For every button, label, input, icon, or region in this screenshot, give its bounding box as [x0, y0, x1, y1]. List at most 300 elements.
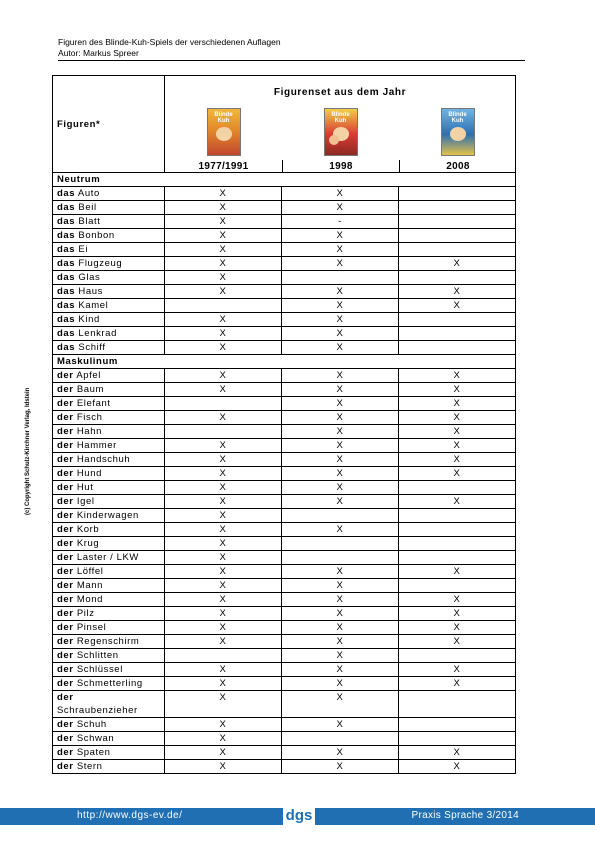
figure-name-cell — [53, 383, 165, 397]
footer-url-link[interactable]: http://www.dgs-ev.de/ — [77, 810, 183, 821]
column-label-figuren: Figuren* — [53, 76, 165, 173]
figure-name-cell — [53, 649, 165, 663]
table-row — [53, 691, 516, 718]
table-row — [53, 285, 516, 299]
mark-cell: X — [282, 565, 399, 579]
table-row — [53, 663, 516, 677]
mark-cell: X — [165, 369, 282, 383]
mark-cell: X — [165, 746, 282, 760]
noun: Regenschirm — [76, 636, 140, 647]
table-row — [53, 537, 516, 551]
article: der — [57, 370, 74, 381]
section-row — [53, 173, 516, 187]
noun: Stern — [76, 761, 103, 772]
noun: Kamel — [78, 300, 109, 311]
mark-cell: X — [282, 187, 399, 201]
article: der — [57, 510, 74, 521]
mark-cell: X — [282, 383, 399, 397]
article: das — [57, 300, 76, 311]
side-copyright-notice: (c) Copyright Schulz-Kirchner Verlag, Idstein — [25, 387, 31, 515]
table-row — [53, 607, 516, 621]
mark-cell: X — [399, 621, 516, 635]
mark-cell — [399, 313, 516, 327]
noun: Ei — [78, 244, 89, 255]
mark-cell: X — [399, 677, 516, 691]
article: der — [57, 664, 74, 675]
mark-cell: X — [399, 397, 516, 411]
mark-cell — [399, 327, 516, 341]
table-row — [53, 495, 516, 509]
mark-cell: X — [165, 187, 282, 201]
table-row — [53, 760, 516, 774]
noun: Haus — [78, 286, 103, 297]
article: das — [57, 342, 76, 353]
article: der — [57, 384, 74, 395]
mark-cell: X — [165, 537, 282, 551]
mark-cell — [399, 537, 516, 551]
mark-cell: X — [165, 383, 282, 397]
article: der — [57, 398, 74, 409]
mark-cell — [399, 551, 516, 565]
edition-column-1977 — [165, 108, 282, 172]
noun: Glas — [78, 272, 101, 283]
mark-cell: X — [282, 718, 399, 732]
mark-cell: X — [165, 215, 282, 229]
figure-name-cell — [53, 551, 165, 565]
noun: Bonbon — [78, 230, 115, 241]
figure-name-cell — [53, 621, 165, 635]
noun: Mond — [76, 594, 104, 605]
mark-cell: X — [282, 663, 399, 677]
table-row — [53, 579, 516, 593]
figure-name-cell — [53, 299, 165, 313]
figure-name-cell — [53, 537, 165, 551]
noun: Apfel — [76, 370, 101, 381]
mark-cell — [399, 215, 516, 229]
noun: Hammer — [76, 440, 117, 451]
figure-name-cell — [53, 677, 165, 691]
table-row — [53, 453, 516, 467]
mark-cell: X — [165, 257, 282, 271]
mark-cell: X — [165, 551, 282, 565]
mark-cell: X — [282, 229, 399, 243]
article: das — [57, 202, 76, 213]
figure-name-cell — [53, 229, 165, 243]
mark-cell: X — [282, 691, 399, 718]
mark-cell: X — [165, 411, 282, 425]
game-box-image-1998 — [324, 108, 358, 156]
article: der — [57, 468, 74, 479]
table-row — [53, 593, 516, 607]
mark-cell: X — [399, 439, 516, 453]
mark-cell — [399, 481, 516, 495]
mark-cell: X — [165, 579, 282, 593]
mark-cell — [399, 271, 516, 285]
article: der — [57, 608, 74, 619]
box-face-graphic — [450, 127, 466, 141]
year-label: 1977/1991 — [198, 161, 249, 172]
mark-cell — [282, 271, 399, 285]
noun: Laster / LKW — [76, 552, 139, 563]
figure-name-cell — [53, 411, 165, 425]
table-row — [53, 257, 516, 271]
mark-cell: X — [165, 229, 282, 243]
mark-cell: X — [399, 495, 516, 509]
article: der — [57, 496, 74, 507]
table-row — [53, 509, 516, 523]
article: der — [57, 552, 74, 563]
mark-cell: X — [282, 760, 399, 774]
article: der — [57, 440, 74, 451]
noun: Krug — [76, 538, 100, 549]
noun: Elefant — [76, 398, 111, 409]
noun: Spaten — [76, 747, 111, 758]
year-label: 2008 — [399, 160, 516, 172]
table-row — [53, 341, 516, 355]
article: das — [57, 328, 76, 339]
noun: Schwan — [76, 733, 115, 744]
mark-cell: X — [282, 257, 399, 271]
article: das — [57, 230, 76, 241]
noun: Schlüssel — [76, 664, 123, 675]
figure-name-cell — [53, 257, 165, 271]
mark-cell: X — [282, 467, 399, 481]
edition-header — [165, 76, 516, 173]
table-row — [53, 299, 516, 313]
mark-cell: X — [282, 621, 399, 635]
figure-name-cell — [53, 467, 165, 481]
mark-cell — [165, 397, 282, 411]
game-box-image-1977 — [207, 108, 241, 156]
figure-name-cell — [53, 718, 165, 732]
table-row — [53, 411, 516, 425]
mark-cell: X — [399, 453, 516, 467]
edition-column-2008 — [399, 108, 516, 172]
mark-cell: X — [282, 243, 399, 257]
table-header-row — [53, 76, 516, 173]
article: das — [57, 286, 76, 297]
table-row — [53, 425, 516, 439]
box-face-graphic — [216, 127, 232, 141]
table-row — [53, 732, 516, 746]
mark-cell: X — [399, 299, 516, 313]
table-row — [53, 201, 516, 215]
table-row — [53, 718, 516, 732]
mark-cell: X — [282, 607, 399, 621]
article: der — [57, 719, 74, 730]
figure-name-cell — [53, 760, 165, 774]
mark-cell: X — [399, 425, 516, 439]
table-row — [53, 327, 516, 341]
mark-cell: X — [399, 663, 516, 677]
noun: Auto — [77, 188, 100, 199]
mark-cell: X — [399, 467, 516, 481]
mark-cell: X — [282, 313, 399, 327]
figure-name-cell — [53, 691, 165, 718]
figure-name-cell — [53, 215, 165, 229]
noun: Schmetterling — [76, 678, 143, 689]
mark-cell: X — [282, 327, 399, 341]
noun: Pinsel — [76, 622, 107, 633]
mark-cell: X — [165, 495, 282, 509]
noun: Hut — [76, 482, 94, 493]
mark-cell: X — [165, 621, 282, 635]
article: der — [57, 692, 74, 703]
figure-name-cell — [53, 509, 165, 523]
mark-cell — [282, 732, 399, 746]
figure-name-cell — [53, 369, 165, 383]
box-cover-text: Blinde Kuh — [331, 112, 350, 124]
figure-name-cell — [53, 453, 165, 467]
noun: Hahn — [76, 426, 102, 437]
document-title: Figuren des Blinde-Kuh-Spiels der verschiedenen Auflagen — [58, 37, 281, 47]
mark-cell: X — [282, 341, 399, 355]
mark-cell — [399, 691, 516, 718]
noun: Schiff — [78, 342, 106, 353]
year-label: 1998 — [282, 160, 399, 172]
noun: Baum — [76, 384, 105, 395]
noun: Pilz — [76, 608, 95, 619]
section-label: Neutrum — [53, 173, 516, 187]
mark-cell: X — [282, 677, 399, 691]
mark-cell: X — [282, 523, 399, 537]
mark-cell: X — [282, 299, 399, 313]
table-row — [53, 187, 516, 201]
mark-cell: X — [399, 565, 516, 579]
document-author: Autor: Markus Spreer — [58, 48, 139, 58]
noun: Löffel — [76, 566, 104, 577]
mark-cell: X — [282, 481, 399, 495]
figure-name-cell — [53, 201, 165, 215]
mark-cell — [399, 649, 516, 663]
table-row — [53, 621, 516, 635]
header-divider — [58, 60, 525, 61]
article: das — [57, 188, 76, 199]
mark-cell: X — [282, 425, 399, 439]
mark-cell: X — [282, 746, 399, 760]
table-row — [53, 551, 516, 565]
mark-cell — [399, 201, 516, 215]
mark-cell: X — [165, 593, 282, 607]
table-row — [53, 369, 516, 383]
noun: Kinderwagen — [76, 510, 139, 521]
mark-cell — [165, 299, 282, 313]
table-row — [53, 565, 516, 579]
mark-cell — [282, 509, 399, 523]
article: der — [57, 622, 74, 633]
mark-cell — [399, 229, 516, 243]
mark-cell: X — [165, 201, 282, 215]
article: der — [57, 538, 74, 549]
article: der — [57, 761, 74, 772]
section-label: Maskulinum — [53, 355, 516, 369]
mark-cell: X — [282, 397, 399, 411]
mark-cell: X — [282, 285, 399, 299]
mark-cell: X — [165, 718, 282, 732]
mark-cell: X — [399, 746, 516, 760]
table-row — [53, 677, 516, 691]
mark-cell: X — [399, 285, 516, 299]
article: der — [57, 524, 74, 535]
noun: Hund — [76, 468, 102, 479]
mark-cell: X — [282, 411, 399, 425]
noun: Schlitten — [76, 650, 119, 661]
article: der — [57, 426, 74, 437]
mark-cell — [399, 509, 516, 523]
mark-cell: X — [399, 411, 516, 425]
figure-name-cell — [53, 271, 165, 285]
mark-cell — [399, 243, 516, 257]
footer-bar — [0, 808, 595, 825]
figure-name-cell — [53, 635, 165, 649]
mark-cell: X — [399, 607, 516, 621]
figure-name-cell — [53, 285, 165, 299]
article: der — [57, 412, 74, 423]
figure-name-cell — [53, 313, 165, 327]
article: der — [57, 678, 74, 689]
mark-cell: X — [165, 732, 282, 746]
mark-cell: X — [165, 691, 282, 718]
article: der — [57, 566, 74, 577]
article: der — [57, 594, 74, 605]
mark-cell: X — [282, 495, 399, 509]
box-face-graphic — [329, 135, 339, 145]
table-row — [53, 215, 516, 229]
noun: Handschuh — [76, 454, 131, 465]
mark-cell — [399, 187, 516, 201]
table-row — [53, 313, 516, 327]
table-row — [53, 229, 516, 243]
figure-name-cell — [53, 523, 165, 537]
article: das — [57, 216, 76, 227]
mark-cell: X — [399, 635, 516, 649]
mark-cell: X — [282, 439, 399, 453]
article: das — [57, 244, 76, 255]
article: der — [57, 636, 74, 647]
figure-name-cell — [53, 593, 165, 607]
mark-cell: X — [282, 635, 399, 649]
figure-name-cell — [53, 425, 165, 439]
footer-issue: Praxis Sprache 3/2014 — [411, 810, 519, 821]
table-row — [53, 523, 516, 537]
figure-name-cell — [53, 495, 165, 509]
mark-cell: X — [165, 635, 282, 649]
figure-name-cell — [53, 341, 165, 355]
table-row — [53, 635, 516, 649]
box-cover-text: Blinde Kuh — [448, 112, 467, 124]
mark-cell: X — [165, 285, 282, 299]
mark-cell: X — [165, 271, 282, 285]
mark-cell: X — [165, 313, 282, 327]
noun: Schraubenzieher — [57, 705, 138, 716]
mark-cell: X — [165, 523, 282, 537]
figure-name-cell — [53, 187, 165, 201]
noun: Flugzeug — [78, 258, 123, 269]
noun: Blatt — [78, 216, 101, 227]
mark-cell: X — [165, 677, 282, 691]
mark-cell: X — [165, 341, 282, 355]
mark-cell: X — [399, 257, 516, 271]
figure-name-cell — [53, 481, 165, 495]
mark-cell: X — [282, 369, 399, 383]
mark-cell: X — [282, 453, 399, 467]
table-row — [53, 271, 516, 285]
table-row — [53, 397, 516, 411]
mark-cell: X — [282, 593, 399, 607]
article: der — [57, 454, 74, 465]
noun: Kind — [78, 314, 100, 325]
table-row — [53, 383, 516, 397]
mark-cell — [282, 537, 399, 551]
noun: Beil — [78, 202, 97, 213]
article: das — [57, 314, 76, 325]
mark-cell: X — [399, 760, 516, 774]
figure-name-cell — [53, 732, 165, 746]
mark-cell: - — [282, 215, 399, 229]
mark-cell: X — [165, 607, 282, 621]
article: der — [57, 482, 74, 493]
mark-cell — [165, 649, 282, 663]
figure-name-cell — [53, 579, 165, 593]
figure-name-cell — [53, 565, 165, 579]
mark-cell — [399, 718, 516, 732]
article: der — [57, 747, 74, 758]
mark-cell: X — [399, 383, 516, 397]
edition-column-1998 — [282, 108, 399, 172]
mark-cell: X — [165, 663, 282, 677]
mark-cell: X — [165, 439, 282, 453]
mark-cell: X — [399, 369, 516, 383]
article: das — [57, 272, 76, 283]
figure-name-cell — [53, 397, 165, 411]
figure-name-cell — [53, 327, 165, 341]
group-label: Figurenset aus dem Jahr — [273, 87, 407, 98]
figure-name-cell — [53, 243, 165, 257]
table-row — [53, 746, 516, 760]
mark-cell: X — [165, 509, 282, 523]
mark-cell: X — [165, 327, 282, 341]
table-row — [53, 481, 516, 495]
table-row — [53, 649, 516, 663]
noun: Mann — [76, 580, 104, 591]
mark-cell: X — [165, 243, 282, 257]
article: der — [57, 580, 74, 591]
noun: Korb — [76, 524, 100, 535]
noun: Fisch — [76, 412, 103, 423]
noun: Lenkrad — [78, 328, 117, 339]
section-row — [53, 355, 516, 369]
table-row — [53, 467, 516, 481]
mark-cell — [399, 732, 516, 746]
mark-cell — [399, 579, 516, 593]
article: das — [57, 258, 76, 269]
mark-cell: X — [282, 201, 399, 215]
mark-cell — [282, 551, 399, 565]
mark-cell: X — [165, 467, 282, 481]
mark-cell: X — [165, 760, 282, 774]
article: der — [57, 650, 74, 661]
figures-table — [52, 75, 516, 774]
figure-name-cell — [53, 439, 165, 453]
figure-name-cell — [53, 607, 165, 621]
mark-cell: X — [282, 649, 399, 663]
mark-cell: X — [165, 481, 282, 495]
article: der — [57, 733, 74, 744]
game-box-image-2008 — [441, 108, 475, 156]
mark-cell — [165, 425, 282, 439]
noun: Schuh — [76, 719, 107, 730]
figure-name-cell — [53, 746, 165, 760]
